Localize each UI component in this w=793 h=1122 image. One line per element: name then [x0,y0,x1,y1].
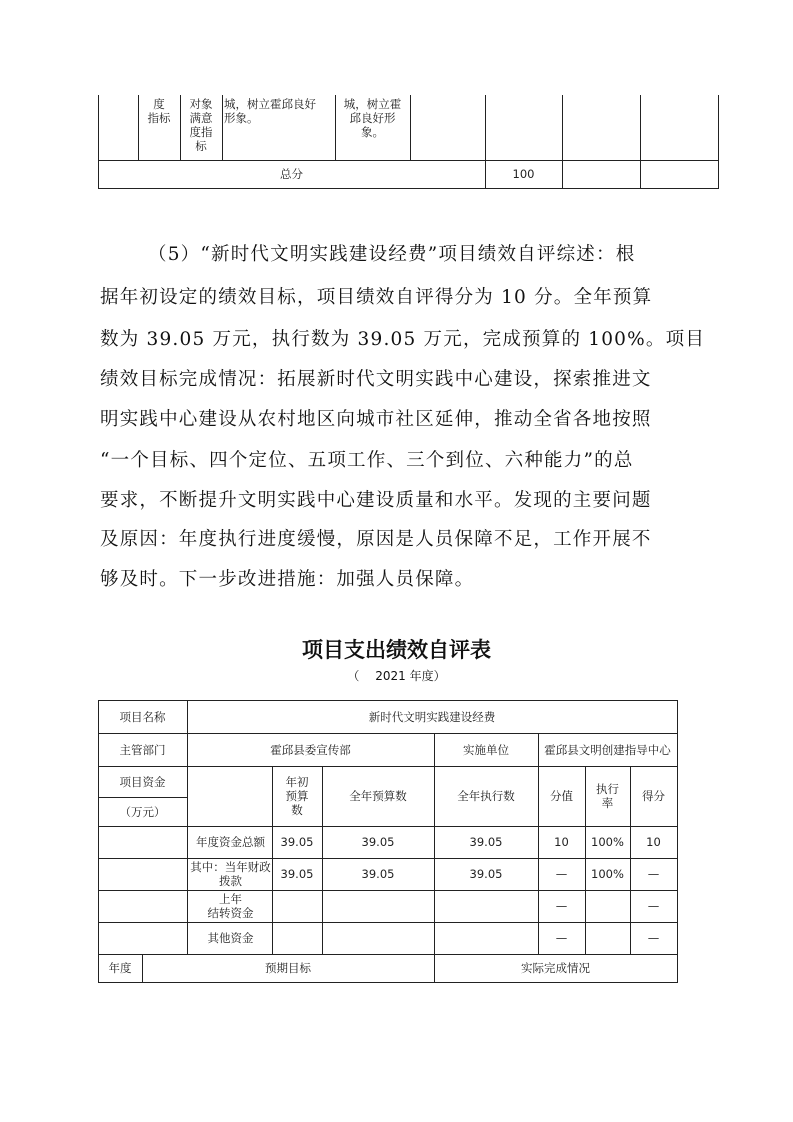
column-header: 全年执行数 [457,789,515,803]
table-cell: — [647,931,660,945]
table-border [677,700,678,982]
table-cell [322,922,434,954]
paragraph-line: “一个目标、四个定位、五项工作、三个到位、六种能力”的总 [100,450,634,471]
table-border [98,95,99,160]
paragraph-line: 数为 39.05 万元，执行数为 39.05 万元，完成预算的 100%。项目 [100,329,706,350]
actual-completion-label: 实际完成情况 [521,961,590,975]
table-cell [434,922,538,954]
implementing-unit-value: 霍邱县文明创建指导中心 [544,742,671,757]
table-border [222,95,223,160]
column-header: 分值 [550,789,573,803]
table-border [718,160,719,188]
row-label: 其中：当年财政拨款 [190,860,271,888]
paragraph-line: 够及时。下一步改进措施：加强人员保障。 [100,569,475,590]
table-border [562,160,563,188]
table-cell: 39.05 [361,867,395,881]
department-label: 主管部门 [119,742,166,757]
table-border [640,95,641,160]
table-title: 项目支出绩效自评表 [302,637,491,662]
indicator-cell: 城，树立霍邱良好 形象。 [224,97,316,125]
table-border [718,95,719,160]
expected-goal-label: 预期目标 [265,961,311,975]
table-cell: 10 [554,835,569,849]
total-value: 100 [512,167,535,181]
table-cell [272,890,322,922]
total-label: 总分 [280,167,303,181]
table-year: （ 2021 年度） [347,669,446,683]
table-cell: — [555,931,568,945]
indicator-cell: 城，树立霍 邱良好形 象。 [343,97,402,139]
table-cell: — [555,899,568,913]
column-header: 得分 [642,789,665,803]
table-cell: 39.05 [280,835,314,849]
table-cell: 39.05 [280,867,314,881]
year-label: 年度 [108,961,132,975]
table-border [640,160,641,188]
table-cell: — [647,899,660,913]
table-cell: 39.05 [469,835,503,849]
table-cell [272,922,322,954]
table-cell [322,890,434,922]
implementing-unit-label: 实施单位 [463,742,509,757]
indicator-cell: 对象 满意 度指 标 [189,97,213,153]
funds-unit-label: （万元） [119,804,166,819]
table-cell: — [647,867,660,881]
paragraph-line: 据年初设定的绩效目标，项目绩效自评得分为 10 分。全年预算 [100,287,653,308]
table-cell: 100% [591,835,624,849]
table-cell: 10 [646,835,661,849]
row-label: 上年 结转资金 [207,892,254,920]
table-cell: 100% [591,867,624,881]
project-name-label: 项目名称 [119,709,166,724]
table-cell: 39.05 [469,867,503,881]
paragraph-line: 绩效目标完成情况：拓展新时代文明实践中心建设，探索推进文 [100,369,652,390]
row-label: 其他资金 [207,931,254,945]
paragraph-line: 及原因：年度执行进度缓慢，原因是人员保障不足，工作开展不 [100,529,652,550]
table-border [410,95,411,160]
paragraph-line: （5）“新时代文明实践建设经费”项目绩效自评综述：根 [148,244,636,265]
indicator-cell: 度 指标 [147,97,171,125]
table-cell: 39.05 [361,835,395,849]
column-header: 年初 预算 数 [285,775,309,817]
table-cell [434,890,538,922]
table-border [98,982,678,983]
row-label: 年度资金总额 [196,835,265,849]
column-header: 全年预算数 [349,789,407,803]
table-cell [585,890,630,922]
paragraph-line: 要求，不断提升文明实践中心建设质量和水平。发现的主要问题 [100,490,652,511]
table-border [485,95,486,160]
table-border [562,95,563,160]
department-value: 霍邱县委宣传部 [270,742,351,757]
table-cell: — [555,867,568,881]
table-border [98,188,719,189]
table-cell [585,922,630,954]
paragraph-line: 明实践中心建设从农村地区向城市社区延伸，推动全省各地按照 [100,409,652,430]
project-name-value: 新时代文明实践建设经费 [368,709,496,724]
column-header: 执行 率 [596,782,619,810]
project-funds-label: 项目资金 [119,774,166,789]
